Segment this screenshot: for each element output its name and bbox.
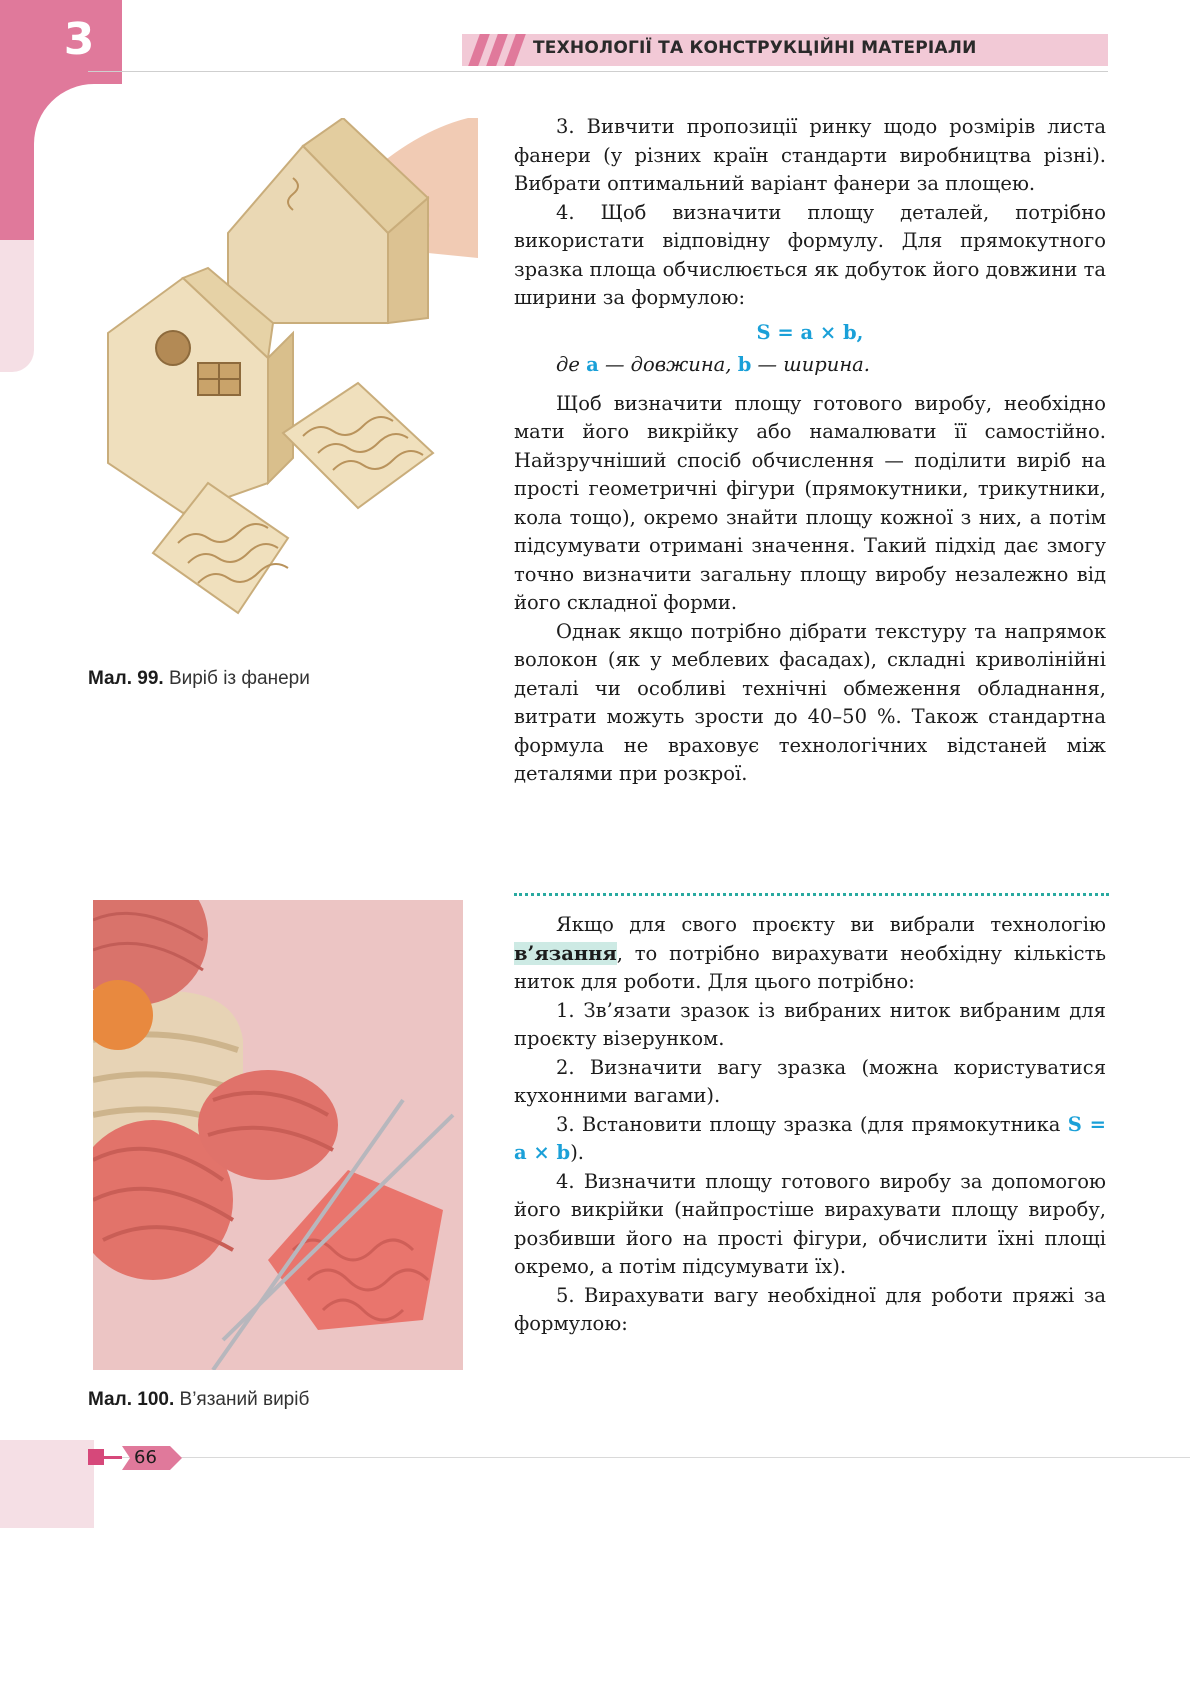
figure-99-text: Виріб із фанери <box>168 668 310 689</box>
paragraph-step-4: 4. Щоб визначити площу деталей, потрібно використати відповідну формулу. Для прямокутного зразка площа обчислюється як добуток його довжини та ширини за формулою: <box>514 200 1106 309</box>
chapter-number: 3 <box>63 14 95 65</box>
figure-100-caption <box>88 1389 309 1411</box>
footer-rule <box>88 1457 1190 1458</box>
section-plywood-text <box>514 113 1106 789</box>
intro-before: Якщо для свого проєкту ви вибрали технологію <box>556 913 1106 936</box>
figure-100-text: В’язаний виріб <box>179 1389 310 1410</box>
step-3-after: ). <box>570 1141 584 1164</box>
knitting-step-2: 2. Визначити вагу зразка (можна користуватися кухонними вагами). <box>514 1055 1106 1107</box>
figure-100-label: Мал. 100. <box>88 1389 175 1410</box>
figure-99-label: Мал. 99. <box>88 668 164 689</box>
page-number-text: 66 <box>134 1447 157 1468</box>
header-title: ТЕХНОЛОГІЇ ТА КОНСТРУКЦІЙНІ МАТЕРІАЛИ <box>533 38 977 58</box>
legend-a-text: — довжина, <box>604 353 732 376</box>
section-knitting-text <box>514 911 1106 1339</box>
section-divider <box>514 893 1109 896</box>
knitted-item-image <box>93 900 463 1370</box>
step-3-before: 3. Встановити площу зразка (для прямокутника <box>556 1112 1061 1136</box>
footer-decoration <box>0 1440 94 1528</box>
area-formula: S = a × b, <box>756 320 864 344</box>
page-number <box>120 1444 184 1472</box>
paragraph-area-method: Щоб визначити площу готового виробу, необхідно мати його викрійку або намалювати її самостійно. Найзручніший спосіб обчислення — поділити виріб на прості геометричні фігури (прямокутники, трикутники, кола тощо), окремо знайти площу кожної з них, а потім підсумувати отримані значення. Такий підхід дає змогу точно визначити загальну площу виробу незалежно від його складної форми. <box>514 391 1106 614</box>
knitting-step-5: 5. Вирахувати вагу необхідної для роботи пряжі за формулою: <box>514 1283 1106 1335</box>
knitting-step-3 <box>514 1111 1106 1168</box>
knitting-step-4: 4. Визначити площу готового виробу за допомогою його викрійки (найпростіше вирахувати площу виробу, розбивши його на прості фігури, обчислити їхні площі окремо, а потім підсумувати їх). <box>514 1169 1106 1278</box>
legend-de: де <box>556 353 580 376</box>
legend-b: b <box>737 353 752 376</box>
knitting-step-1: 1. Зв’язати зразок із вибраних ниток вибраним для проєкту візерунком. <box>514 998 1106 1050</box>
formula-legend <box>514 351 1106 380</box>
legend-a: a <box>586 353 599 376</box>
paragraph-step-3: 3. Вивчити пропозиції ринку щодо розмірів листа фанери (у різних країн стандарти виробництва різні). Вибрати оптимальний варіант фанери за площею. <box>514 115 1106 195</box>
figure-99-caption <box>88 668 310 690</box>
legend-b-text: — ширина. <box>757 353 870 376</box>
keyword-knitting: в’язання <box>514 941 617 965</box>
header-rule <box>88 71 1108 72</box>
paragraph-limitations: Однак якщо потрібно дібрати текстуру та напрямок волокон (як у меблевих фасадах), складні криволінійні деталі чи особливі технічні обмеження обладнання, витрати можуть зрости до 40–50 %. Також стандартна формула не враховує технологічних відстаней між деталями при розкрої. <box>514 619 1106 785</box>
step-3-formula: S = a × b <box>514 1112 1106 1164</box>
footer-square <box>88 1449 104 1465</box>
paragraph-knitting-intro <box>514 911 1106 997</box>
intro-after: , то потрібно вирахувати необхідну кількість ниток для роботи. Для цього потрібно: <box>514 941 1106 993</box>
plywood-birdhouse-image <box>88 118 478 663</box>
